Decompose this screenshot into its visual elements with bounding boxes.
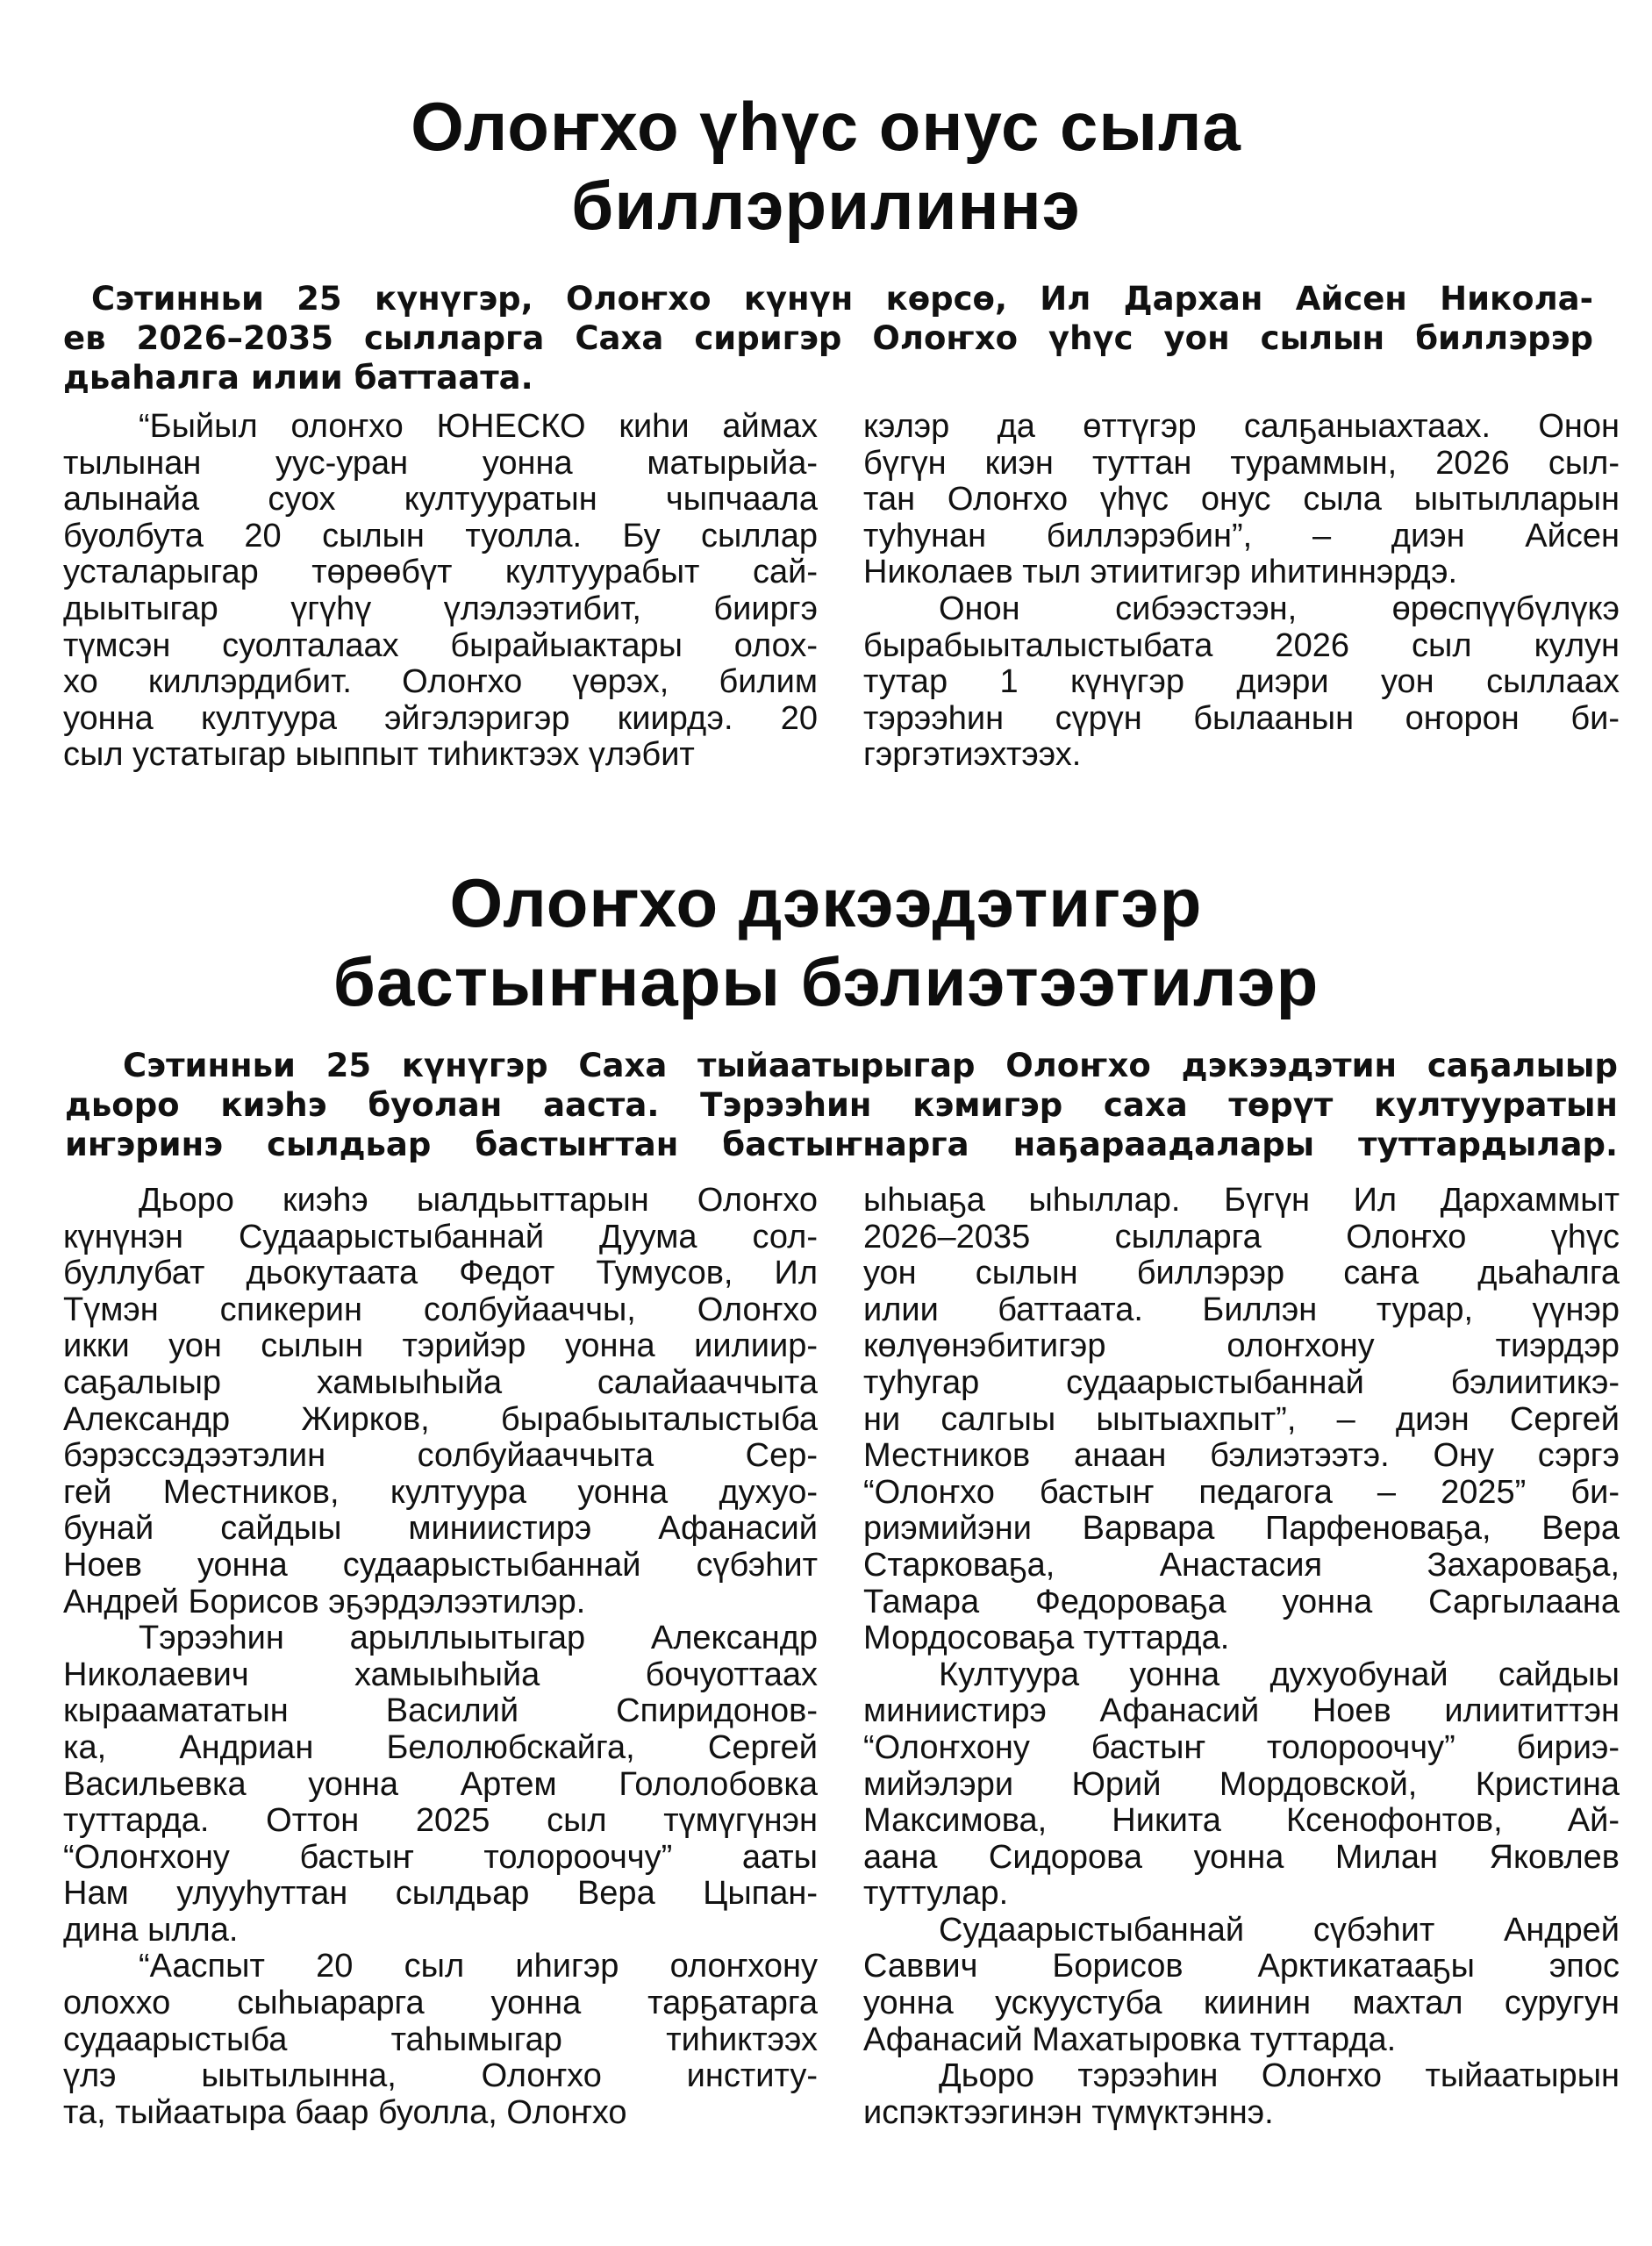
article-2-column-2 [863,1183,1620,2131]
body-text-line: тан Олоҥхо үһүс онус сыла ыытылларын [863,481,1620,519]
body-text-line: тутар 1 күнүгэр диэри уон сыллаах [863,663,1620,701]
article-2-lead [65,1046,1618,1164]
body-text-line: туттулар. [863,1875,1009,1913]
body-text-line: олоххо сыһыарарга уонна тарҕатарга [63,1985,818,2022]
body-text-line: ка, Андриан Белолюбскайга, Сергей [63,1728,818,1766]
body-text-line: Түмэн спикерин солбуйааччы, Олоҥхо [63,1291,818,1328]
body-text-line: туһунан биллэрэбин”, – диэн Айсен [863,517,1620,554]
lead-line: дьоро киэһэ буолан ааста. Тэрээһин кэмигэр саха төрүт култууратын [65,1086,1618,1124]
body-text-line: тэрээһин сүрүн былаанын оҥорон би- [863,699,1620,737]
body-text-line: Дьоро тэрээһин Олоҥхо тыйаатырын [939,2057,1620,2095]
body-text-line: аана Сидорова уонна Милан Яковлев [863,1838,1620,1876]
body-text-line: саҕалыыр хамыыһыйа салайааччыта [63,1363,818,1401]
body-text-line: көлүөнэбитигэр олоҥхону тиэрдэр [863,1327,1620,1365]
lead-line: Сэтинньи 25 күнүгэр Саха тыйаатырыгар Олоҥхо дэкээдэтин саҕалыыр [123,1047,1618,1084]
body-text-line: усталарыгар төрөөбүт култуурабыт сай- [63,554,818,591]
body-text-line: үлэ ыытылынна, Олоҥхо институ- [63,2057,818,2095]
body-text-line: мийэлэри Юрий Мордовской, Кристина [863,1765,1620,1803]
body-text-line: Дьоро киэһэ ыалдьыттарын Олоҥхо [139,1182,818,1219]
article-1-column-2 [863,409,1620,774]
body-text-line: бүгүн киэн туттан тураммын, 2026 сыл- [863,444,1620,482]
body-text-line: “Олоҥхону бастыҥ толорооччу” бириэ- [863,1728,1620,1766]
body-text-line: риэмийэни Варвара Парфеноваҕа, Вера [863,1510,1620,1548]
lead-line: ев 2026–2035 сылларга Саха сиригэр Олоҥхо үһүс уон сылын биллэрэр [63,319,1593,357]
body-text-line: судаарыстыба таһымыгар тиһиктээх [63,2021,818,2058]
body-text-line: буолбута 20 сылын туолла. Бу сыллар [63,517,818,554]
lead-line: Сэтинньи 25 күнүгэр, Олоҥхо күнүн көрсө, Ил Дархан Айсен Никола- [91,280,1593,318]
lead-line: иҥэринэ сылдьар бастыҥтан бастыҥнарга наҕараадалары туттардылар. [65,1126,1618,1163]
body-text-line: Онон сибээстээн, өрөспүүбүлүкэ [939,590,1620,627]
lead-line: дьаһалга илии баттаата. [63,359,533,397]
body-text-line: Тамара Федороваҕа уонна Саргылаана [863,1583,1620,1620]
body-text-line: ни салгыы ыытыахпыт”, – диэн Сергей [863,1400,1620,1438]
body-text-line: Андрей Борисов эҕэрдэлээтилэр. [63,1583,586,1620]
body-text-line: Ноев уонна судаарыстыбаннай сүбэһит [63,1546,818,1584]
body-text-line: уон сылын биллэрэр саҥа дьаһалга [863,1255,1620,1292]
body-text-line: күнүнэн Судаарыстыбаннай Дуума сол- [63,1218,818,1255]
body-text-line: гей Местников, култуура уонна духуо- [63,1473,818,1511]
article-2-headline-line-1: Олоҥхо дэкээдэтигэр [449,864,1203,941]
body-text-line: бэрэссэдээтэлин солбуйааччыта Сер- [63,1437,818,1475]
body-text-line: Саввич Борисов Арктикатааҕы эпос [863,1948,1620,1985]
body-text-line: миниистирэ Афанасий Ноев илиититтэн [863,1692,1620,1730]
body-text-line: “Олоҥхону бастыҥ толорооччу” ааты [63,1838,818,1876]
body-text-line: буллубат дьокутаата Федот Тумусов, Ил [63,1255,818,1292]
body-text-line: дина ылла. [63,1911,239,1949]
article-2-column-1 [63,1183,818,2131]
body-text-line: Афанасий Махатыровка туттарда. [863,2021,1397,2058]
body-text-line: та, тыйаатыра баар буолла, Олоҥхо [63,2093,627,2131]
body-text-line: илии баттаата. Биллэн турар, үүнэр [863,1291,1620,1328]
body-text-line: “Быйыл олоҥхо ЮНЕСКО киһи аймах [139,408,818,445]
body-text-line: сыл устатыгар ыыппыт тиһиктээх үлэбит [63,736,695,774]
body-text-line: хо киллэрдибит. Олоҥхо үөрэх, билим [63,663,818,701]
body-text-line: икки уон сылын тэрийэр уонна иилиир- [63,1327,818,1365]
body-text-line: ыһыаҕа ыһыллар. Бүгүн Ил Дархаммыт [863,1182,1620,1219]
body-text-line: тылынан уус-уран уонна матырыйа- [63,444,818,482]
body-text-line: Нам улууһуттан сылдьар Вера Цыпан- [63,1875,818,1913]
body-text-line: туттарда. Оттон 2025 сыл түмүгүнэн [63,1802,818,1840]
article-1-headline-line-1: Олоҥхо үһүс онус сыла [411,88,1241,165]
body-text-line: испэктээгинэн түмүктэннэ. [863,2093,1274,2131]
body-text-line: уонна култуура эйгэлэригэр киирдэ. 20 [63,699,818,737]
body-text-line: кыраамататын Василий Спиридонов- [63,1692,818,1730]
article-1-headline-line-2: биллэрилиннэ [571,167,1081,244]
article-2-headline-line-2: бастыҥнары бэлиэтээтилэр [333,943,1319,1020]
body-text-line: Судаарыстыбаннай сүбэһит Андрей [939,1911,1620,1949]
body-text-line: Максимова, Никита Ксенофонтов, Ай- [863,1802,1620,1840]
body-text-line: Александр Жирков, бырабыыталыстыба [63,1400,818,1438]
body-text-line: Николаев тыл этиитигэр иһитиннэрдэ. [863,554,1458,591]
body-text-line: бунай сайдыы миниистирэ Афанасий [63,1510,818,1548]
body-text-line: Старковаҕа, Анастасия Захароваҕа, [863,1546,1620,1584]
body-text-line: Николаевич хамыыһыйа бочуоттаах [63,1656,818,1693]
body-text-line: уонна ускуустуба киинин махтал суругун [863,1985,1620,2022]
body-text-line: Култуура уонна духуобунай сайдыы [939,1656,1620,1693]
article-1-column-1 [63,409,818,774]
body-text-line: алынайа суох култууратын чыпчаала [63,481,818,519]
body-text-line: кэлэр да өттүгэр салҕаныахтаах. Онон [863,408,1620,445]
body-text-line: Мордосоваҕа туттарда. [863,1620,1230,1657]
body-text-line: 2026–2035 сылларга Олоҥхо үһүс [863,1218,1620,1255]
body-text-line: “Ааспыт 20 сыл иһигэр олоҥхону [139,1948,818,1985]
body-text-line: гэргэтиэхтээх. [863,736,1082,774]
body-text-line: түмсэн суолталаах бырайыактары олох- [63,626,818,664]
body-text-line: бырабыыталыстыбата 2026 сыл кулун [863,626,1620,664]
body-text-line: Васильевка уонна Артем Гололобовка [63,1765,818,1803]
body-text-line: Местников анаан бэлиэтээтэ. Ону сэргэ [863,1437,1620,1475]
body-text-line: туһугар судаарыстыбаннай бэлиитикэ- [863,1363,1620,1401]
body-text-line: “Олоҥхо бастыҥ педагога – 2025” би- [863,1473,1620,1511]
body-text-line: дыытыгар үгүһү үлэлээтибит, бииргэ [63,590,818,627]
body-text-line: Тэрээһин арыллыытыгар Александр [139,1620,818,1657]
article-1-lead [63,279,1593,397]
